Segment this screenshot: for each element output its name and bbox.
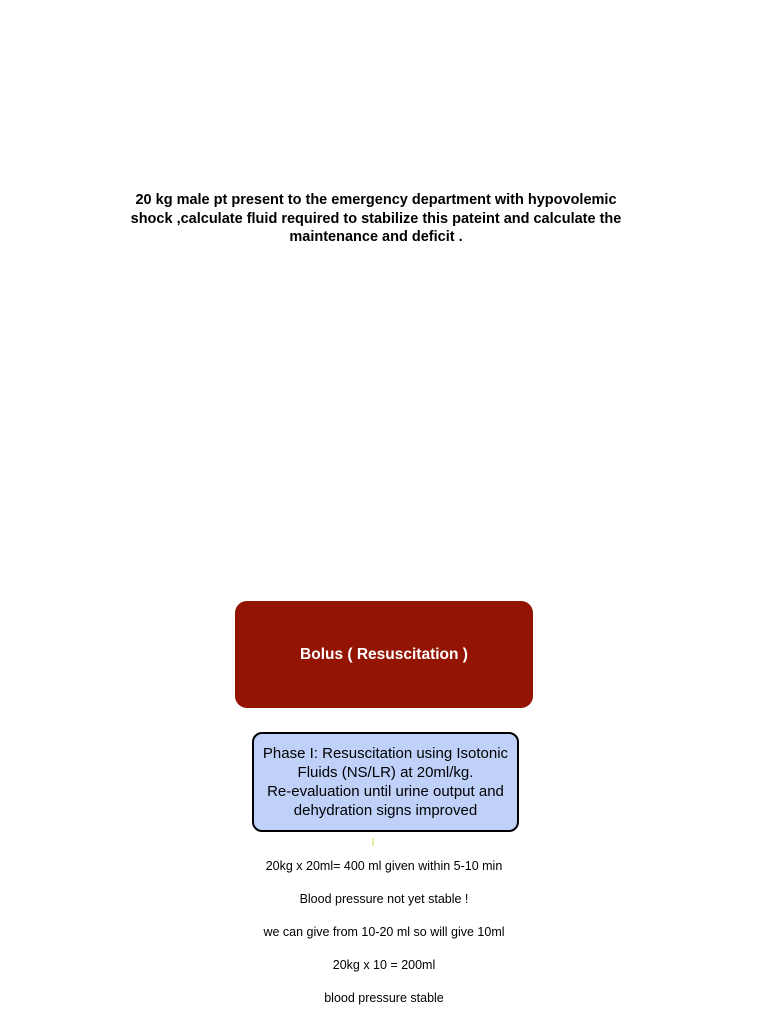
case-question: 20 kg male pt present to the emergency department with hypovolemic shock ,calculate fluid required to stabilize this pateint and calculate the maintenance and deficit .	[130, 192, 622, 245]
step-line-4: 20kg x 10 = 200ml	[332, 958, 436, 972]
connector-mark	[372, 838, 374, 846]
phase-label: Phase I: Resuscitation using Isotonic Fluids (NS/LR) at 20ml/kg. Re-evaluation until urine output and dehydration signs improved	[262, 745, 509, 819]
step-line-2: Blood pressure not yet stable !	[299, 892, 469, 906]
step-line-1: 20kg x 20ml= 400 ml given within 5-10 min	[265, 859, 503, 873]
phase-box	[252, 732, 519, 832]
step-line-3: we can give from 10-20 ml so will give 10ml	[263, 925, 505, 939]
step-line-5: blood pressure stable	[324, 991, 444, 1005]
bolus-box	[235, 601, 533, 708]
bolus-label: Bolus ( Resuscitation )	[300, 645, 468, 663]
